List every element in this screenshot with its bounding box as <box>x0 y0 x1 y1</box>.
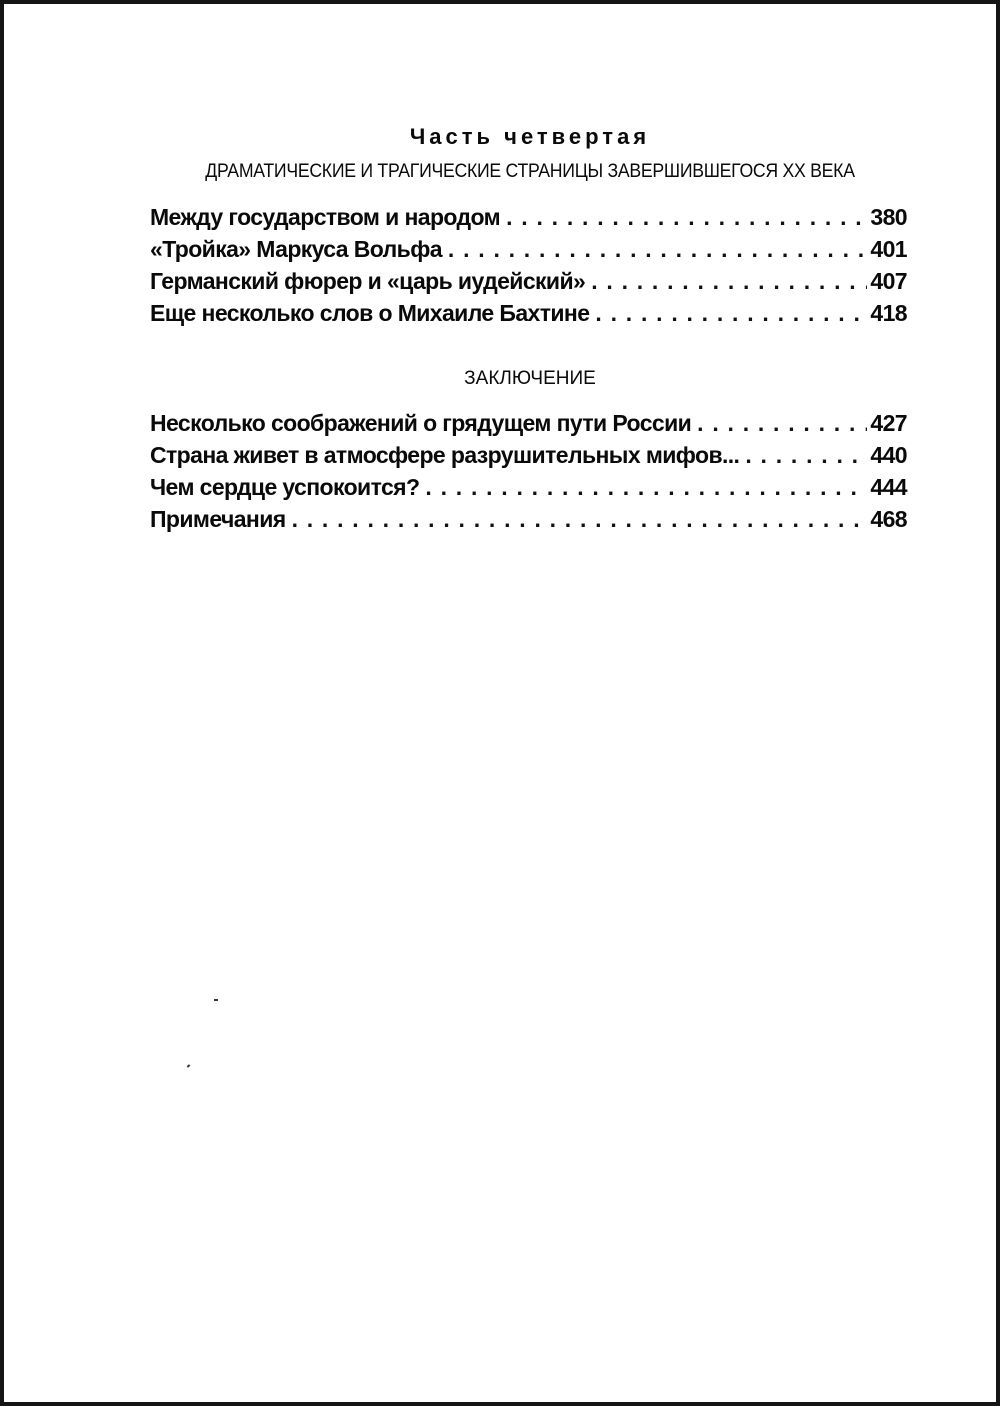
toc-entry-page: 418 <box>870 300 907 326</box>
toc-entry-page: 427 <box>870 410 907 436</box>
part-subtitle: ДРАМАТИЧЕСКИЕ И ТРАГИЧЕСКИЕ СТРАНИЦЫ ЗАВЕРШИВШЕГОСЯ XX ВЕКА <box>205 161 855 182</box>
toc-entry-title: Несколько соображений о грядущем пути России <box>150 410 692 436</box>
toc-entry-title: «Тройка» Маркуса Вольфа <box>150 236 442 262</box>
toc-entry[interactable] <box>150 410 907 442</box>
toc-entry-title: Страна живет в атмосфере разрушительных мифов... <box>150 442 740 468</box>
toc-list-conclusion <box>150 410 907 538</box>
dot-leader <box>425 474 867 501</box>
part-heading: Часть четвертая <box>409 124 651 149</box>
toc-entry-page: 407 <box>870 268 907 294</box>
toc-entry[interactable] <box>150 268 907 300</box>
dot-leader <box>591 268 867 295</box>
toc-entry-page: 380 <box>870 204 907 230</box>
toc-entry[interactable] <box>150 442 907 474</box>
dot-leader <box>506 204 867 231</box>
toc-entry-page: 468 <box>870 506 907 532</box>
dot-leader <box>448 236 868 263</box>
toc-entry-title: Примечания <box>150 506 286 532</box>
toc-entry-page: 444 <box>870 474 907 500</box>
dot-leader <box>595 300 867 327</box>
toc-entry[interactable] <box>150 236 907 268</box>
toc-entry[interactable] <box>150 474 907 506</box>
toc-entry-title: Чем сердце успокоится? <box>150 474 420 500</box>
toc-entry-title: Еще несколько слов о Михаиле Бахтине <box>150 300 590 326</box>
toc-entry-page: 440 <box>870 442 907 468</box>
scan-speck <box>187 1064 191 1067</box>
conclusion-heading: ЗАКЛЮЧЕНИЕ <box>464 368 596 389</box>
dot-leader <box>745 442 867 469</box>
toc-entry[interactable] <box>150 300 907 332</box>
scan-speck <box>214 999 218 1001</box>
toc-entry[interactable] <box>150 204 907 236</box>
toc-entry-page: 401 <box>870 236 907 262</box>
toc-entry-title: Между государством и народом <box>150 204 501 230</box>
dot-leader <box>697 410 867 437</box>
dot-leader <box>292 506 868 533</box>
toc-list-part-four <box>150 204 907 332</box>
toc-entry-title: Германский фюрер и «царь иудейский» <box>150 268 586 294</box>
toc-entry[interactable] <box>150 506 907 538</box>
